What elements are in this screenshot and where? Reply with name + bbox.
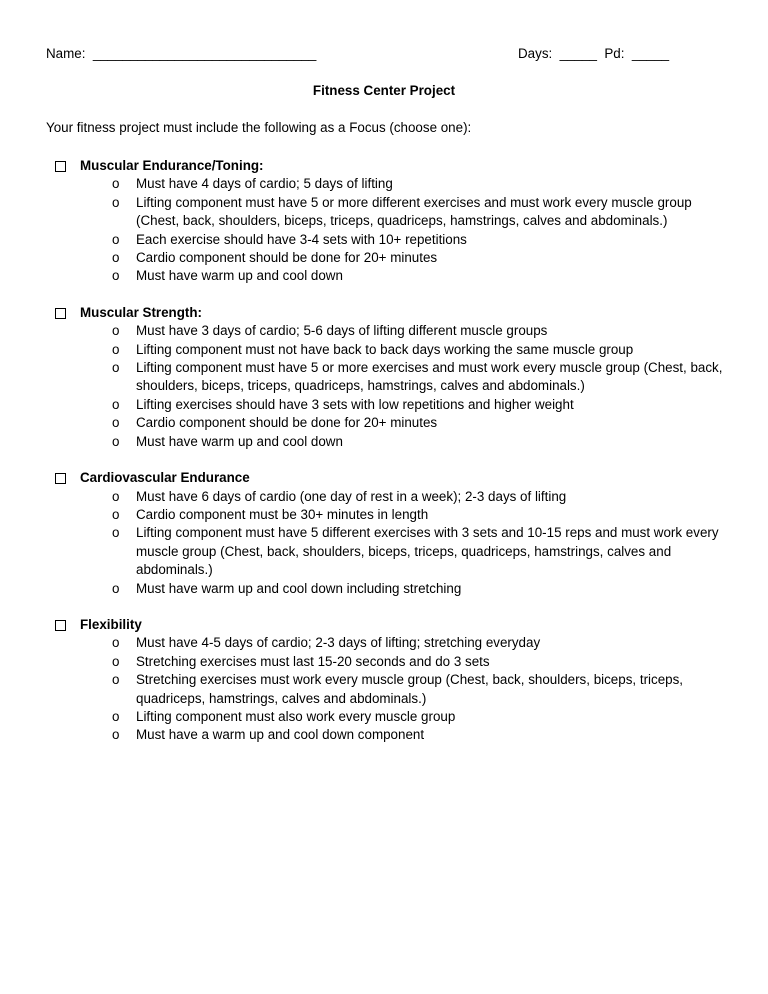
bullet-icon: o bbox=[112, 176, 120, 192]
list-item bbox=[46, 396, 726, 414]
requirement-text: Lifting component must also work every muscle group bbox=[136, 708, 456, 724]
requirement-text: Each exercise should have 3-4 sets with 10+ repetitions bbox=[136, 231, 467, 247]
bullet-icon: o bbox=[112, 708, 120, 724]
requirement-text: Stretching exercises must work every muscle group (Chest, back, shoulders, biceps, triceps, quadriceps, hamstrings, calves and abdominals.) bbox=[136, 672, 684, 706]
requirement-text: Must have 6 days of cardio (one day of rest in a week); 2-3 days of lifting bbox=[136, 488, 567, 504]
name-field-label: Name: ______________________________ bbox=[46, 46, 317, 61]
requirement-text: Cardio component should be done for 20+ minutes bbox=[136, 250, 438, 266]
bullet-icon: o bbox=[112, 341, 120, 357]
bullet-icon: o bbox=[112, 672, 120, 688]
list-item bbox=[46, 708, 726, 726]
bullet-icon: o bbox=[112, 653, 120, 669]
list-item bbox=[46, 249, 726, 267]
list-item bbox=[46, 175, 726, 193]
list-item bbox=[46, 524, 726, 579]
requirement-text: Lifting component must have 5 different exercises with 3 sets and 10-15 reps and must work every muscle group (Chest, back, shoulders, biceps, triceps, quadriceps, hamstrings, calves and abdominals.) bbox=[136, 525, 719, 578]
list-item bbox=[46, 488, 726, 506]
bullet-icon: o bbox=[112, 433, 120, 449]
requirement-list bbox=[46, 488, 726, 598]
focus-options-list bbox=[46, 157, 726, 763]
requirement-text: Cardio component must be 30+ minutes in length bbox=[136, 506, 429, 522]
list-item bbox=[46, 359, 726, 396]
bullet-icon: o bbox=[112, 194, 120, 210]
bullet-icon: o bbox=[112, 727, 120, 743]
bullet-icon: o bbox=[112, 506, 120, 522]
requirement-text: Must have a warm up and cool down component bbox=[136, 727, 425, 743]
list-item bbox=[46, 414, 726, 432]
list-item bbox=[46, 506, 726, 524]
intro-text: Your fitness project must include the following as a Focus (choose one): bbox=[46, 120, 472, 135]
list-item bbox=[46, 231, 726, 249]
focus-title: Muscular Endurance/Toning: bbox=[80, 158, 264, 173]
checkbox-icon[interactable] bbox=[55, 620, 66, 631]
requirement-text: Stretching exercises must last 15-20 seconds and do 3 sets bbox=[136, 653, 490, 669]
requirement-text: Must have 4 days of cardio; 5 days of lifting bbox=[136, 176, 393, 192]
bullet-icon: o bbox=[112, 323, 120, 339]
focus-header bbox=[46, 157, 726, 175]
focus-header bbox=[46, 304, 726, 322]
requirement-list bbox=[46, 634, 726, 744]
requirement-list bbox=[46, 322, 726, 451]
list-item bbox=[46, 267, 726, 285]
bullet-icon: o bbox=[112, 268, 120, 284]
focus-section bbox=[46, 469, 726, 598]
list-item bbox=[46, 341, 726, 359]
focus-header bbox=[46, 469, 726, 487]
bullet-icon: o bbox=[112, 580, 120, 596]
checkbox-icon[interactable] bbox=[55, 473, 66, 484]
bullet-icon: o bbox=[112, 635, 120, 651]
focus-header bbox=[46, 616, 726, 634]
focus-title: Muscular Strength: bbox=[80, 304, 203, 320]
list-item bbox=[46, 322, 726, 340]
bullet-icon: o bbox=[112, 231, 120, 247]
focus-section bbox=[46, 157, 726, 286]
list-item bbox=[46, 194, 726, 231]
bullet-icon: o bbox=[112, 488, 120, 504]
focus-title: Cardiovascular Endurance bbox=[80, 470, 250, 486]
requirement-list bbox=[46, 175, 726, 285]
list-item bbox=[46, 634, 726, 652]
requirement-text: Lifting component must have 5 or more different exercises and must work every muscle group (Chest, back, shoulders, biceps, triceps, quadriceps, hamstrings, calves and abdominals.) bbox=[136, 194, 692, 229]
list-item bbox=[46, 671, 726, 708]
requirement-text: Lifting component must have 5 or more exercises and must work every muscle group (Chest, back, shoulders, biceps, triceps, quadriceps, hamstrings, calves and abdominals.) bbox=[136, 360, 723, 394]
focus-section bbox=[46, 304, 726, 451]
bullet-icon: o bbox=[112, 360, 120, 376]
list-item bbox=[46, 653, 726, 671]
requirement-text: Lifting component must not have back to back days working the same muscle group bbox=[136, 341, 634, 357]
requirement-text: Lifting exercises should have 3 sets with low repetitions and higher weight bbox=[136, 396, 574, 412]
bullet-icon: o bbox=[112, 250, 120, 266]
bullet-icon: o bbox=[112, 415, 120, 431]
document-title: Fitness Center Project bbox=[312, 83, 456, 98]
requirement-text: Must have 4-5 days of cardio; 2-3 days of lifting; stretching everyday bbox=[136, 635, 541, 651]
list-item bbox=[46, 580, 726, 598]
requirement-text: Must have warm up and cool down bbox=[136, 268, 343, 284]
requirement-text: Must have warm up and cool down bbox=[136, 433, 343, 449]
requirement-text: Cardio component should be done for 20+ minutes bbox=[136, 415, 438, 431]
bullet-icon: o bbox=[112, 396, 120, 412]
list-item bbox=[46, 726, 726, 744]
focus-section bbox=[46, 616, 726, 745]
requirement-text: Must have 3 days of cardio; 5-6 days of lifting different muscle groups bbox=[136, 323, 548, 339]
days-period-field-label: Days: _____ Pd: _____ bbox=[518, 46, 670, 61]
list-item bbox=[46, 433, 726, 451]
bullet-icon: o bbox=[112, 525, 120, 541]
checkbox-icon[interactable] bbox=[55, 161, 66, 172]
requirement-text: Must have warm up and cool down including stretching bbox=[136, 580, 462, 596]
focus-title: Flexibility bbox=[80, 616, 142, 632]
checkbox-icon[interactable] bbox=[55, 308, 66, 319]
